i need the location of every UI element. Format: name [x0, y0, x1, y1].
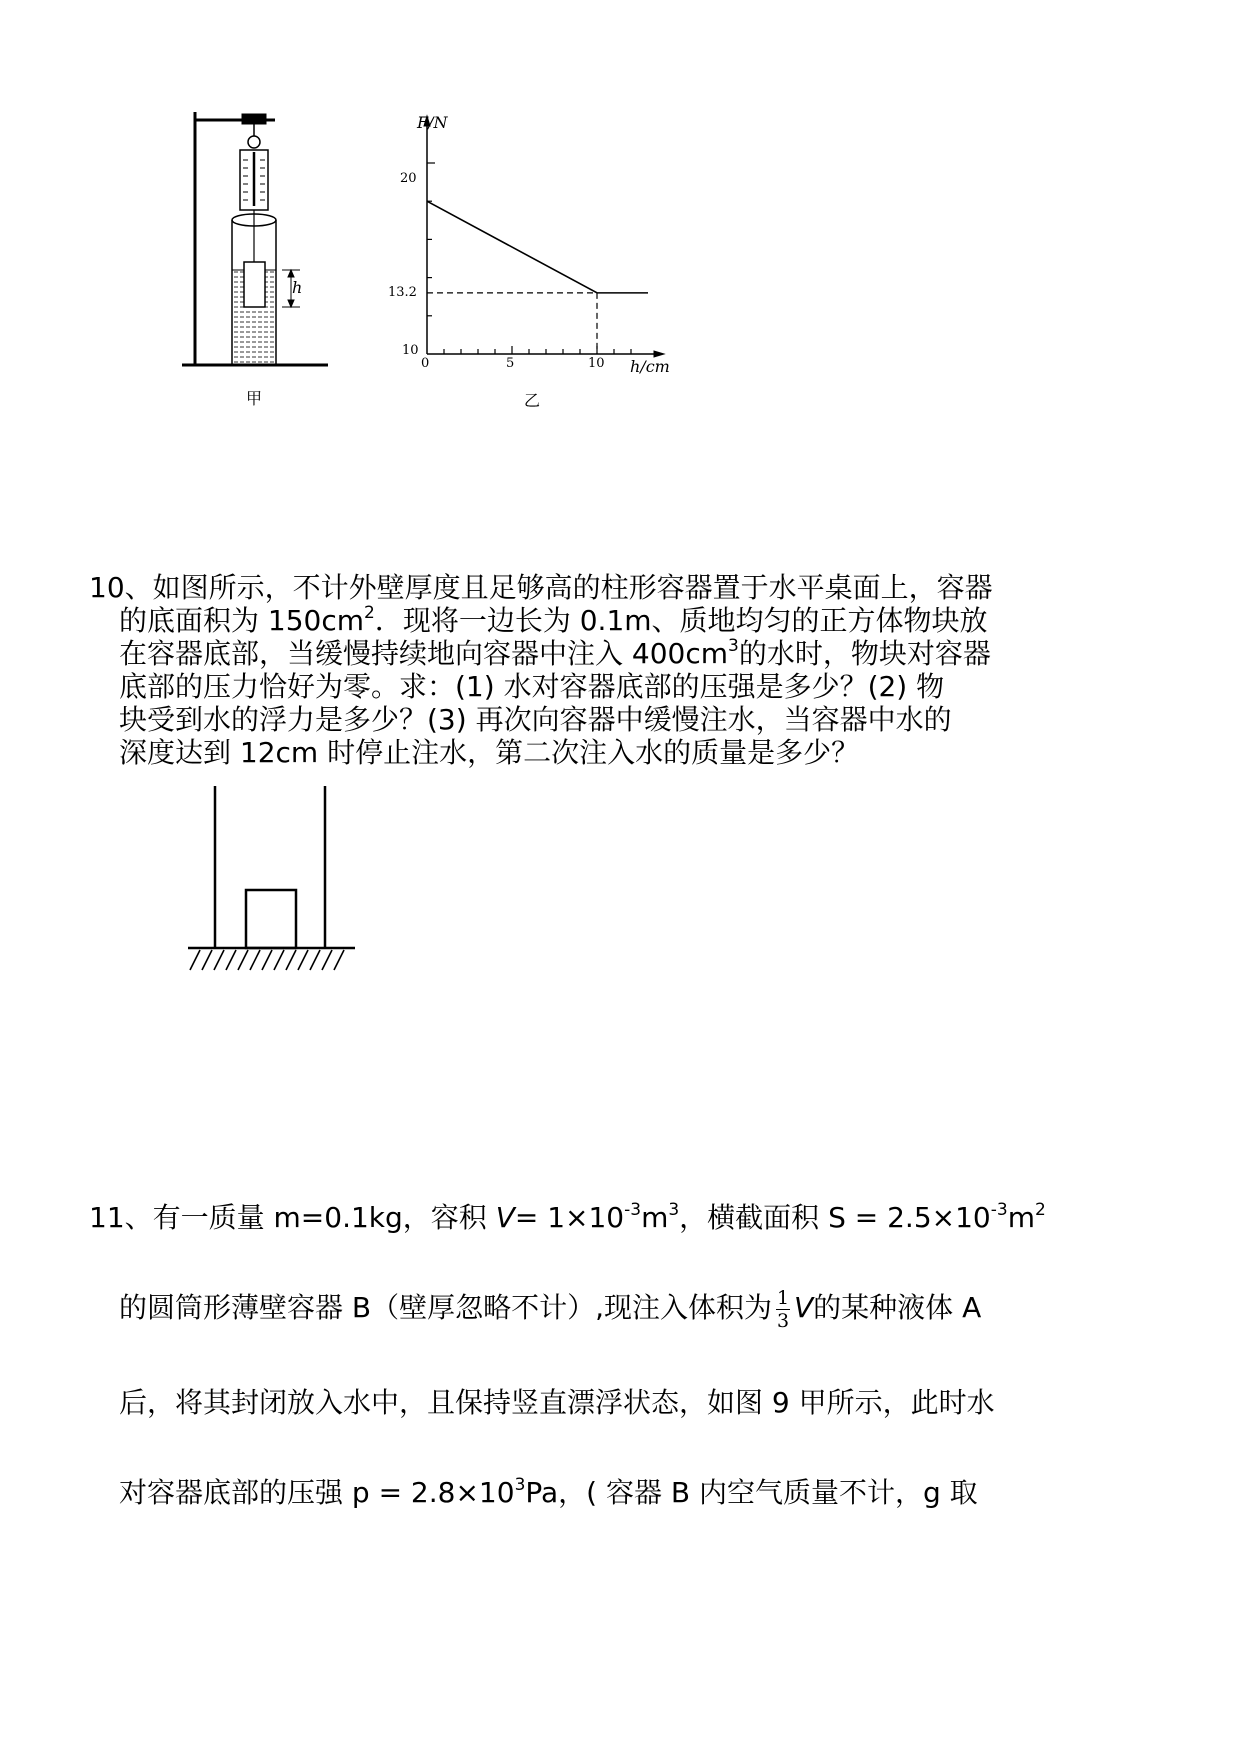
caption-yi: 乙 — [524, 391, 541, 410]
q10-line-3-b: 的水时，物块对容器 — [738, 637, 991, 670]
x-tick-5: 5 — [506, 356, 515, 371]
q11-line-1 — [89, 1196, 1046, 1236]
y-axis-label: F/N — [417, 113, 448, 132]
q11-line-1-sup1: -3 — [624, 1200, 642, 1220]
q10-line-6: 深度达到 12cm 时停止注水，第二次注入水的质量是多少？ — [119, 736, 860, 769]
q10-line-3-sup: 3 — [728, 636, 739, 656]
y-tick-10: 10 — [402, 343, 419, 358]
q11-line-2 — [119, 1286, 981, 1331]
fraction-one-third — [776, 1288, 790, 1331]
graph-axes — [424, 116, 664, 357]
q11-line-1-b: = 1×10 — [514, 1201, 625, 1234]
spring-scale — [240, 124, 268, 262]
fraction-denominator: 3 — [776, 1309, 790, 1332]
q11-line-1-sup2: 3 — [668, 1200, 680, 1220]
h-label: h — [292, 278, 303, 297]
cylinder-block — [244, 262, 265, 307]
q11-line-4 — [119, 1471, 978, 1511]
q11-line-4-sup: 3 — [514, 1475, 526, 1495]
q10-line-5: 块受到水的浮力是多少？(3) 再次向容器中缓慢注水，当容器中水的 — [119, 703, 952, 736]
q10-line-3-a: 在容器底部，当缓慢持续地向容器中注入 400cm — [119, 637, 729, 670]
fraction-numerator: 1 — [776, 1286, 790, 1309]
q11-line-1-c: m — [641, 1201, 669, 1234]
q10-line-2-b: ．现将一边长为 0.1m、质地均匀的正方体物块放 — [374, 604, 988, 637]
graph-ticks — [427, 163, 631, 354]
force-depth-graph — [424, 116, 664, 357]
caption-jia: 甲 — [246, 389, 263, 408]
q11-line-1-d: ，横截面积 S = 2.5×10 — [679, 1201, 991, 1234]
x-tick-0: 0 — [421, 356, 430, 371]
graph-guides — [427, 293, 597, 354]
q10-line-4: 底部的压力恰好为零。求：(1) 水对容器底部的压强是多少？(2) 物 — [119, 670, 945, 703]
q11-line-1-v: V — [495, 1201, 515, 1234]
q10-line-2-a: 的底面积为 150cm — [119, 604, 365, 637]
q11-line-1-sup4: 2 — [1034, 1200, 1046, 1220]
x-axis-label: h/cm — [630, 357, 670, 376]
q11-line-3: 后，将其封闭放入水中，且保持竖直漂浮状态，如图 9 甲所示，此时水 — [119, 1386, 995, 1419]
q10-line-2-sup: 2 — [364, 603, 375, 623]
q11-line-4-b: Pa，( 容器 B 内空气质量不计，g 取 — [525, 1476, 978, 1509]
q11-line-4-a: 对容器底部的压强 p = 2.8×10 — [119, 1476, 515, 1509]
y-tick-13-2: 13.2 — [388, 285, 417, 300]
q11-line-1-sup3: -3 — [990, 1200, 1008, 1220]
y-tick-20: 20 — [400, 171, 417, 186]
q11-line-1-e: m — [1007, 1201, 1035, 1234]
graph-series-line — [427, 201, 648, 293]
q11-line-1-a: 11、有一质量 m=0.1kg，容积 — [89, 1201, 496, 1234]
q11-line-2-a: 的圆筒形薄壁容器 B（壁厚忽略不计）,现注入体积为 — [119, 1291, 773, 1324]
q11-line-2-b: 的某种液体 A — [813, 1291, 982, 1324]
x-tick-10: 10 — [588, 356, 605, 371]
q11-line-2-v: V — [794, 1291, 814, 1324]
q10-line-1: 10、如图所示，不计外壁厚度且足够高的柱形容器置于水平桌面上，容器 — [89, 571, 993, 604]
